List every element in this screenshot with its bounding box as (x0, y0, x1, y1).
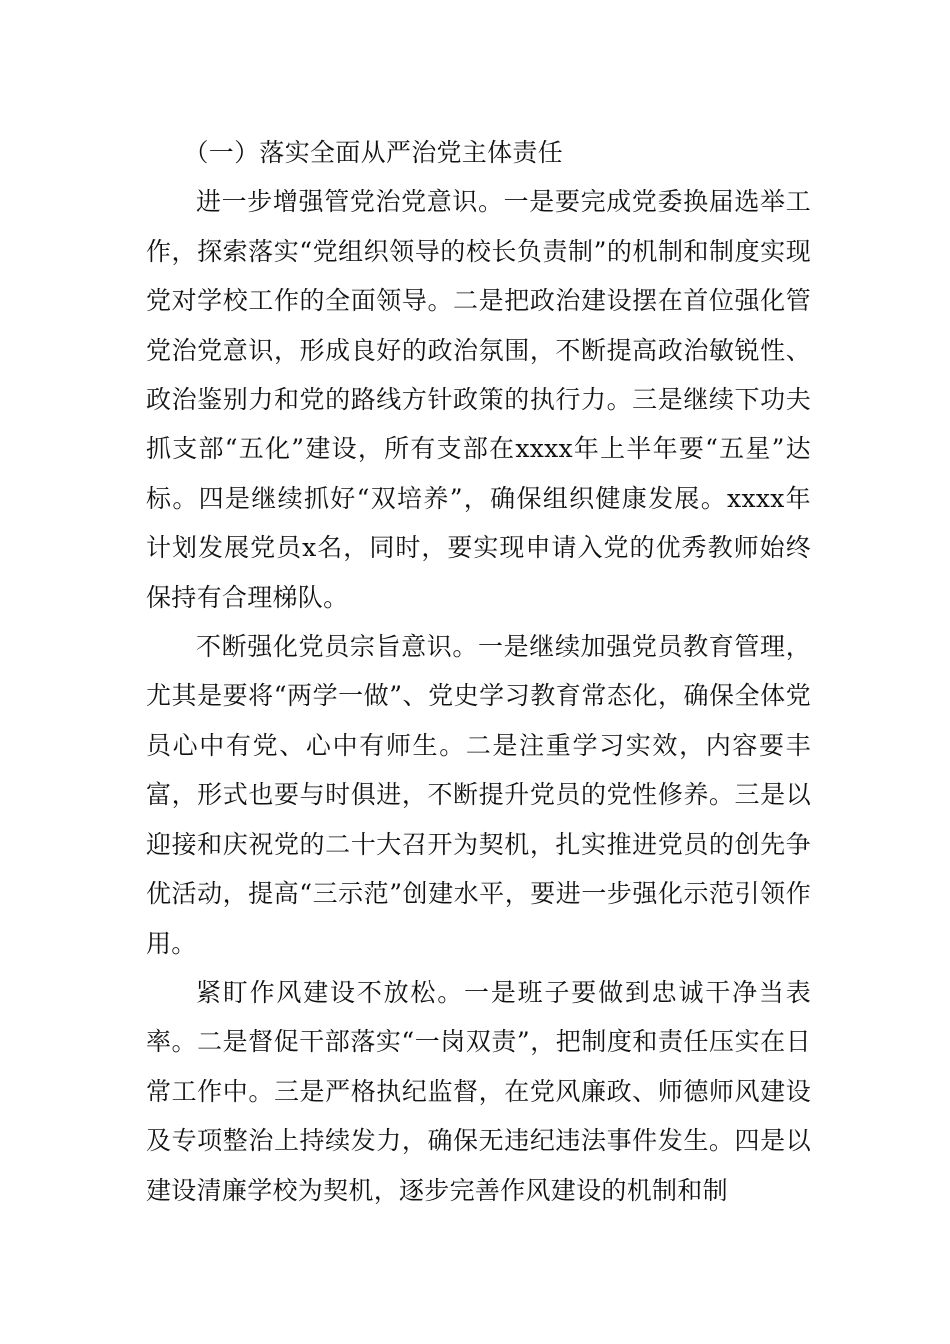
paragraph-work-style: 紧盯作风建设不放松。一是班子要做到忠诚干净当表率。二是督促干部落实“一岗双责”，把制度和责任压实在日常工作中。三是严格执纪监督，在党风廉政、师德师风建设及专项整治上持续发力，确保无违纪违法事件发生。四是以建设清廉学校为契机，逐步完善作风建设的机制和制 (146, 977, 811, 1205)
paragraph-member-purpose: 不断强化党员宗旨意识。一是继续加强党员教育管理，尤其是要将“两学一做”、党史学习教育常态化，确保全体党员心中有党、心中有师生。二是注重学习实效，内容要丰富，形式也要与时俱进，不断提升党员的党性修养。三是以迎接和庆祝党的二十大召开为契机，扎实推进党员的创先争优活动，提高“三示范”创建水平，要进一步强化示范引领作用。 (146, 632, 811, 958)
paragraph-party-awareness: 进一步增强管党治党意识。一是要完成党委换届选举工作，探索落实“党组织领导的校长负责制”的机制和制度实现党对学校工作的全面领导。二是把政治建设摆在首位强化管党治党意识，形成良好的政治氛围，不断提高政治敏锐性、政治鉴别力和党的路线方针政策的执行力。三是继续下功夫抓支部“五化”建设，所有支部在xxxx年上半年要“五星”达标。四是继续抓好“双培养”，确保组织健康发展。xxxx年计划发展党员x名，同时，要实现申请入党的优秀教师始终保持有合理梯队。 (146, 187, 811, 612)
document-body (146, 128, 811, 1215)
section-heading: （一）落实全面从严治党主体责任 (183, 138, 564, 167)
